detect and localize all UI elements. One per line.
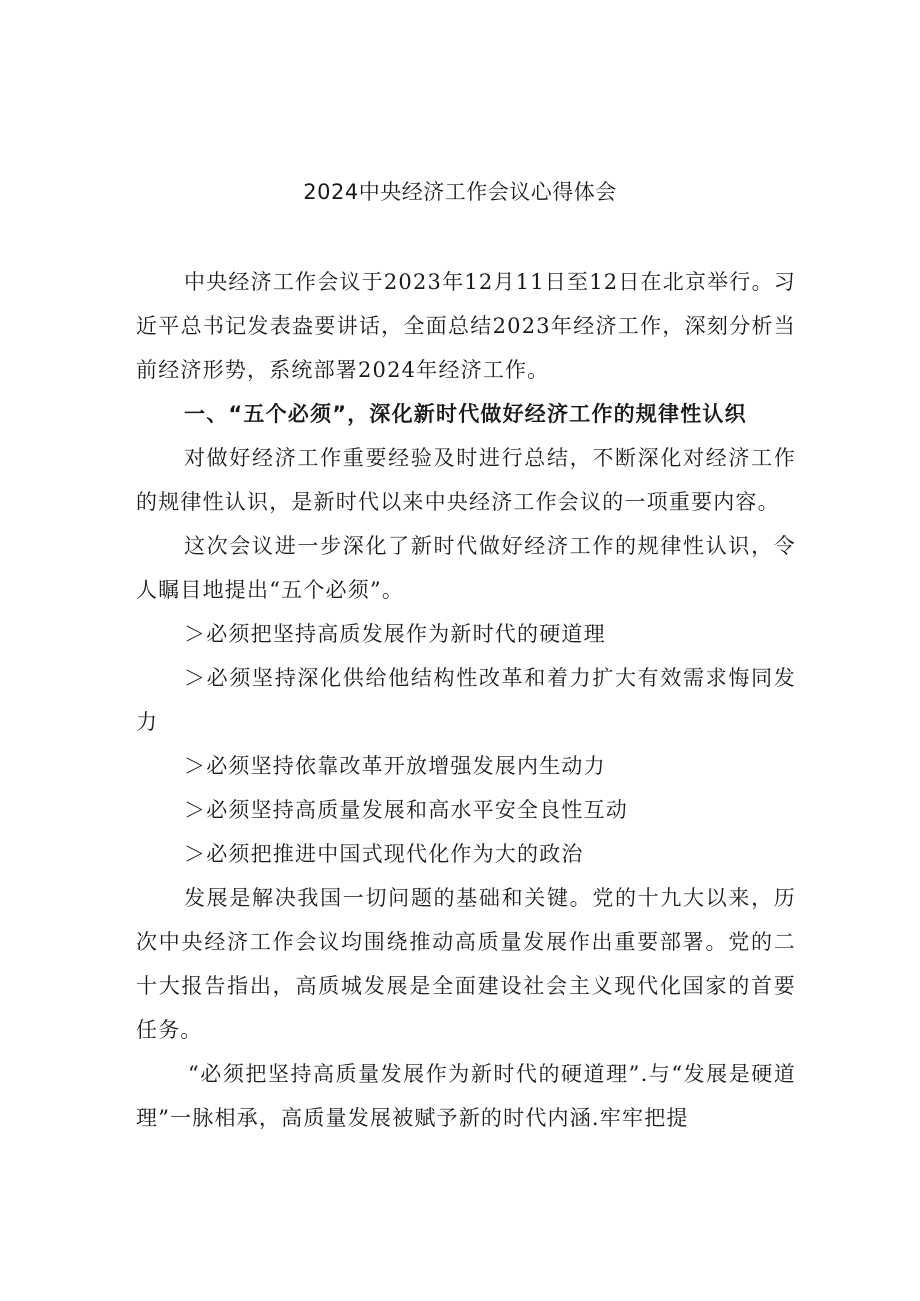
document-body — [136, 260, 796, 1140]
list-item: ＞必须坚持依靠改革开放增强发展内生动力 — [184, 754, 606, 778]
intro-paragraph: 中央经济工作会议于2023年12月11日至12日在北京举行。习近平总书记发表盎要讲话，全面总结2023年经济工作，深刻分析当前经济形势，系统部署2024年经济工作。 — [136, 270, 796, 382]
list-item: ＞必须坚持高质量发展和高水平安全良性互动 — [184, 798, 628, 822]
body-paragraph: 这次会议进一步深化了新时代做好经济工作的规律性认识，令人瞩目地提出“五个必须”。 — [136, 534, 796, 602]
section-heading: 一、“五个必须”，深化新时代做好经济工作的规律性认织 — [184, 402, 747, 426]
body-paragraph: 对做好经济工作重要经验及时进行总结，不断深化对经济工作的规律性认识，是新时代以来中央经济工作会议的一项重要内容。 — [136, 446, 796, 514]
body-paragraph: 发展是解决我国一切问题的基础和关键。党的十九大以来，历次中央经济工作会议均围绕推动高质量发展作出重要部署。党的二十大报告指出，高质城发展是全面建设社会主义现代化国家的首要任务。 — [136, 886, 796, 1042]
list-item: ＞必须把坚持高质发展作为新时代的硬道理 — [184, 622, 606, 646]
body-paragraph: “必须把坚持高质量发展作为新时代的硬道理”.与“发展是硬道理”一脉相承，高质量发展被赋予新的时代内涵.牢牢把提 — [136, 1062, 796, 1130]
list-item: ＞必须把推进中国式现代化作为大的政治 — [184, 842, 584, 866]
document-title: 2024中央经济工作会议心得体会 — [303, 180, 617, 204]
list-item: ＞必须坚持深化供给他结构性改革和着力扩大有效需求悔同发力 — [136, 666, 796, 734]
